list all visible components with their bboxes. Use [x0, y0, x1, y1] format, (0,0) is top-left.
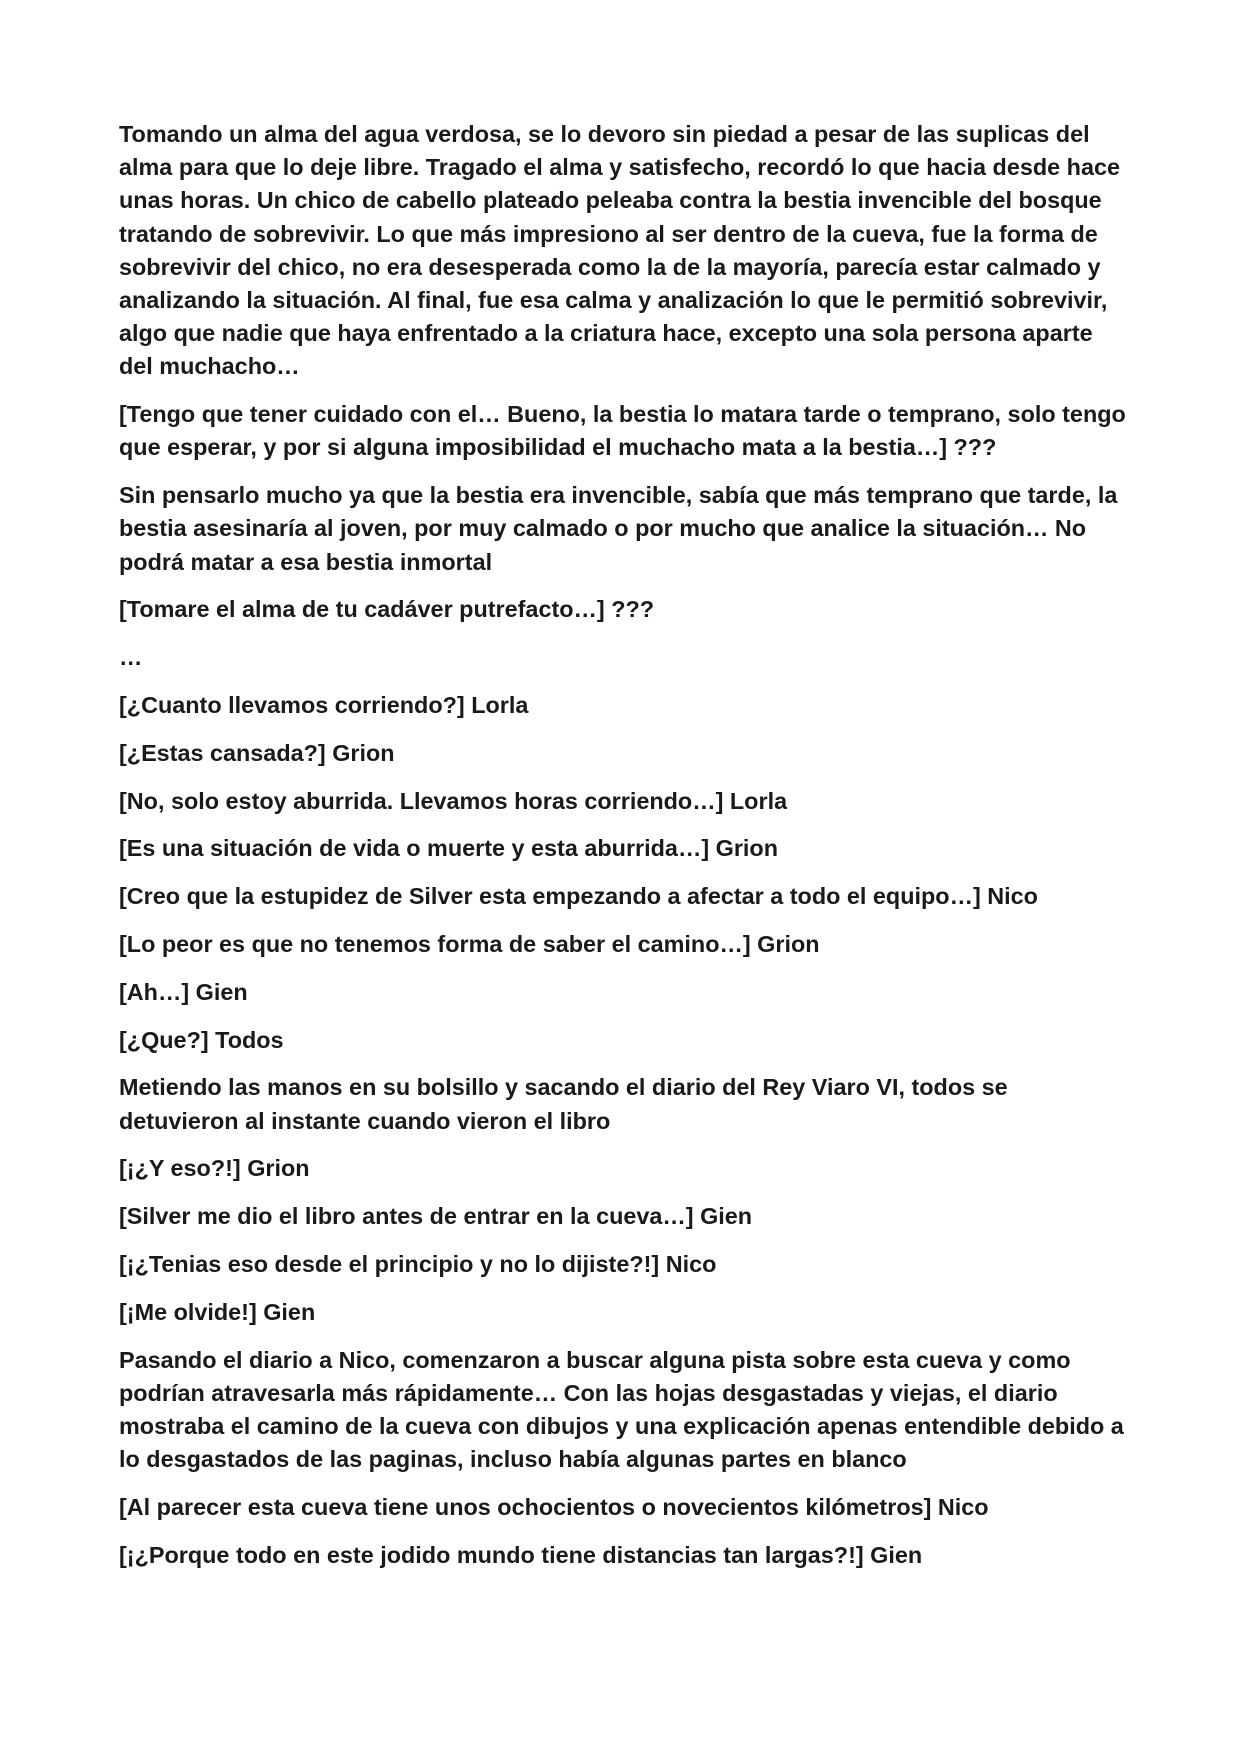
- dialogue-line: [Tomare el alma de tu cadáver putrefacto…] ???: [119, 596, 655, 623]
- dialogue-line: [No, solo estoy aburrida. Llevamos horas corriendo…] Lorla: [119, 787, 788, 814]
- dialogue-line: [Ah…] Gien: [119, 978, 248, 1005]
- dialogue-line: [Silver me dio el libro antes de entrar en la cueva…] Gien: [119, 1203, 753, 1230]
- dialogue-line: [¿Que?] Todos: [119, 1026, 284, 1053]
- narration-paragraph: Pasando el diario a Nico, comenzaron a buscar alguna pista sobre esta cueva y como podrían atravesarla más rápidamente… Con las hojas desgastadas y viejas, el diario mostraba el camino de la cueva con dibujos y una explicación apenas entendible debido a lo desgastados de las paginas, incluso había algunas partes en blanco: [119, 1346, 1124, 1473]
- dialogue-line: [¡Me olvide!] Gien: [119, 1298, 316, 1325]
- document-page: [119, 118, 1129, 1587]
- dialogue-line: [¡¿Porque todo en este jodido mundo tiene distancias tan largas?!] Gien: [119, 1541, 923, 1568]
- dialogue-line: [¡¿Tenias eso desde el principio y no lo dijiste?!] Nico: [119, 1250, 717, 1277]
- dialogue-line: [¿Cuanto llevamos corriendo?] Lorla: [119, 692, 529, 719]
- dialogue-line: [¡¿Y eso?!] Grion: [119, 1155, 310, 1182]
- narration-paragraph: Sin pensarlo mucho ya que la bestia era invencible, sabía que más temprano que tarde, la bestia asesinaría al joven, por muy calmado o por mucho que analice la situación… No podrá matar a esa bestia inmortal: [119, 482, 1118, 575]
- scene-break: …: [119, 644, 143, 671]
- dialogue-line: [Lo peor es que no tenemos forma de saber el camino…] Grion: [119, 931, 820, 957]
- narration-paragraph: Metiendo las manos en su bolsillo y sacando el diario del Rey Viaro VI, todos se detuvieron al instante cuando vieron el libro: [119, 1074, 1008, 1134]
- dialogue-line: [Es una situación de vida o muerte y esta aburrida…] Grion: [119, 835, 778, 862]
- dialogue-line: [Al parecer esta cueva tiene unos ochocientos o novecientos kilómetros] Nico: [119, 1493, 989, 1520]
- narration-paragraph: Tomando un alma del agua verdosa, se lo devoro sin piedad a pesar de las suplicas del alma para que lo deje libre. Tragado el alma y satisfecho, recordó lo que hacia desde hace unas horas. Un chico de cabello plateado peleaba contra la bestia invencible del bosque tratando de sobrevivir. Lo que más impresiono al ser dentro de la cueva, fue la forma de sobrevivir del chico, no era desesperada como la de la mayoría, parecía estar calmado y analizando la situación. Al final, fue esa calma y analización lo que le permitió sobrevivir, algo que nadie que haya enfrentado a la criatura hace, excepto una sola persona aparte del muchacho…: [119, 121, 1120, 380]
- dialogue-line: [Tengo que tener cuidado con el… Bueno, la bestia lo matara tarde o temprano, solo tengo que esperar, y por si alguna imposibilidad el muchacho mata a la bestia…] ???: [119, 401, 1126, 461]
- dialogue-line: [¿Estas cansada?] Grion: [119, 739, 395, 766]
- dialogue-line: [Creo que la estupidez de Silver esta empezando a afectar a todo el equipo…] Nico: [119, 883, 1038, 910]
